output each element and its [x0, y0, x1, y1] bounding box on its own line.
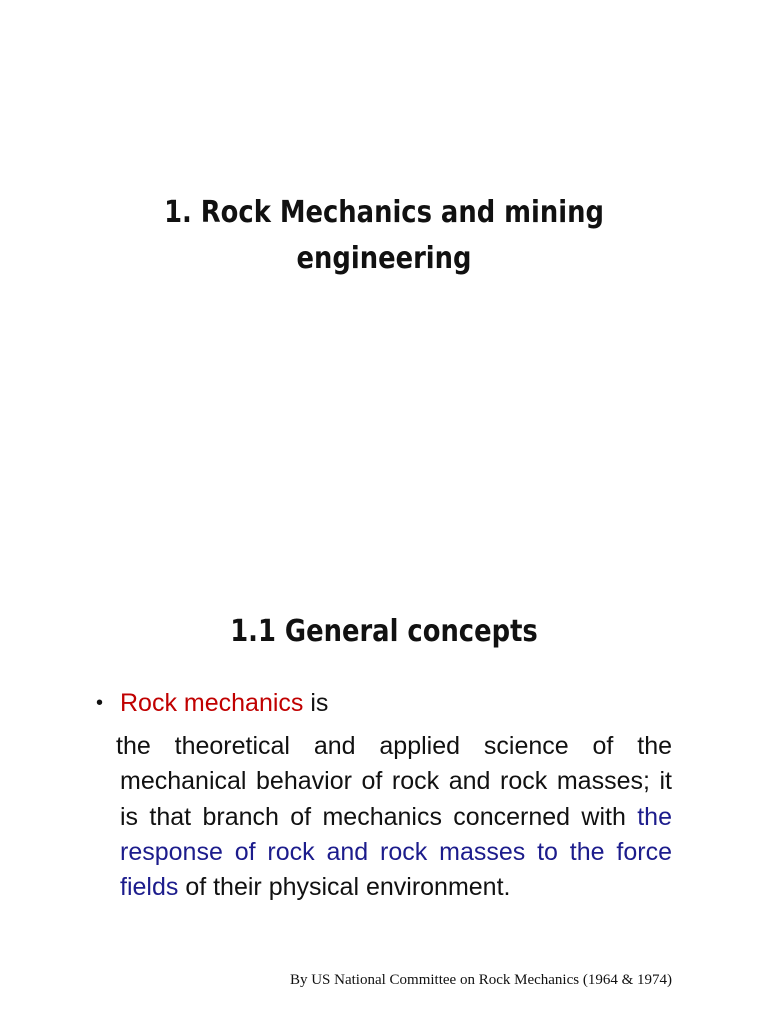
bullet-rest: is	[303, 689, 329, 717]
citation: By US National Committee on Rock Mechanics (1964 & 1974)	[289, 972, 672, 988]
bullet-term: Rock mechanics	[120, 689, 304, 717]
slide-title-line-2: engineering	[296, 241, 472, 276]
definition-text-end: of their physical environment.	[178, 873, 511, 902]
section-heading: 1.1 General concepts	[230, 614, 538, 649]
bullet-item	[96, 686, 676, 720]
definition-highlight: the response of rock and rock masses to the force fields	[120, 802, 672, 902]
definition-text-start: the theoretical and applied science of the mechanical behavior of rock and rock masses; it is that branch of mechanics concerned with	[116, 732, 672, 831]
slide-title-line-1: 1. Rock Mechanics and mining	[164, 195, 604, 230]
slide-title	[126, 190, 642, 282]
bullet-icon: •	[96, 692, 104, 714]
definition-paragraph	[116, 729, 672, 905]
